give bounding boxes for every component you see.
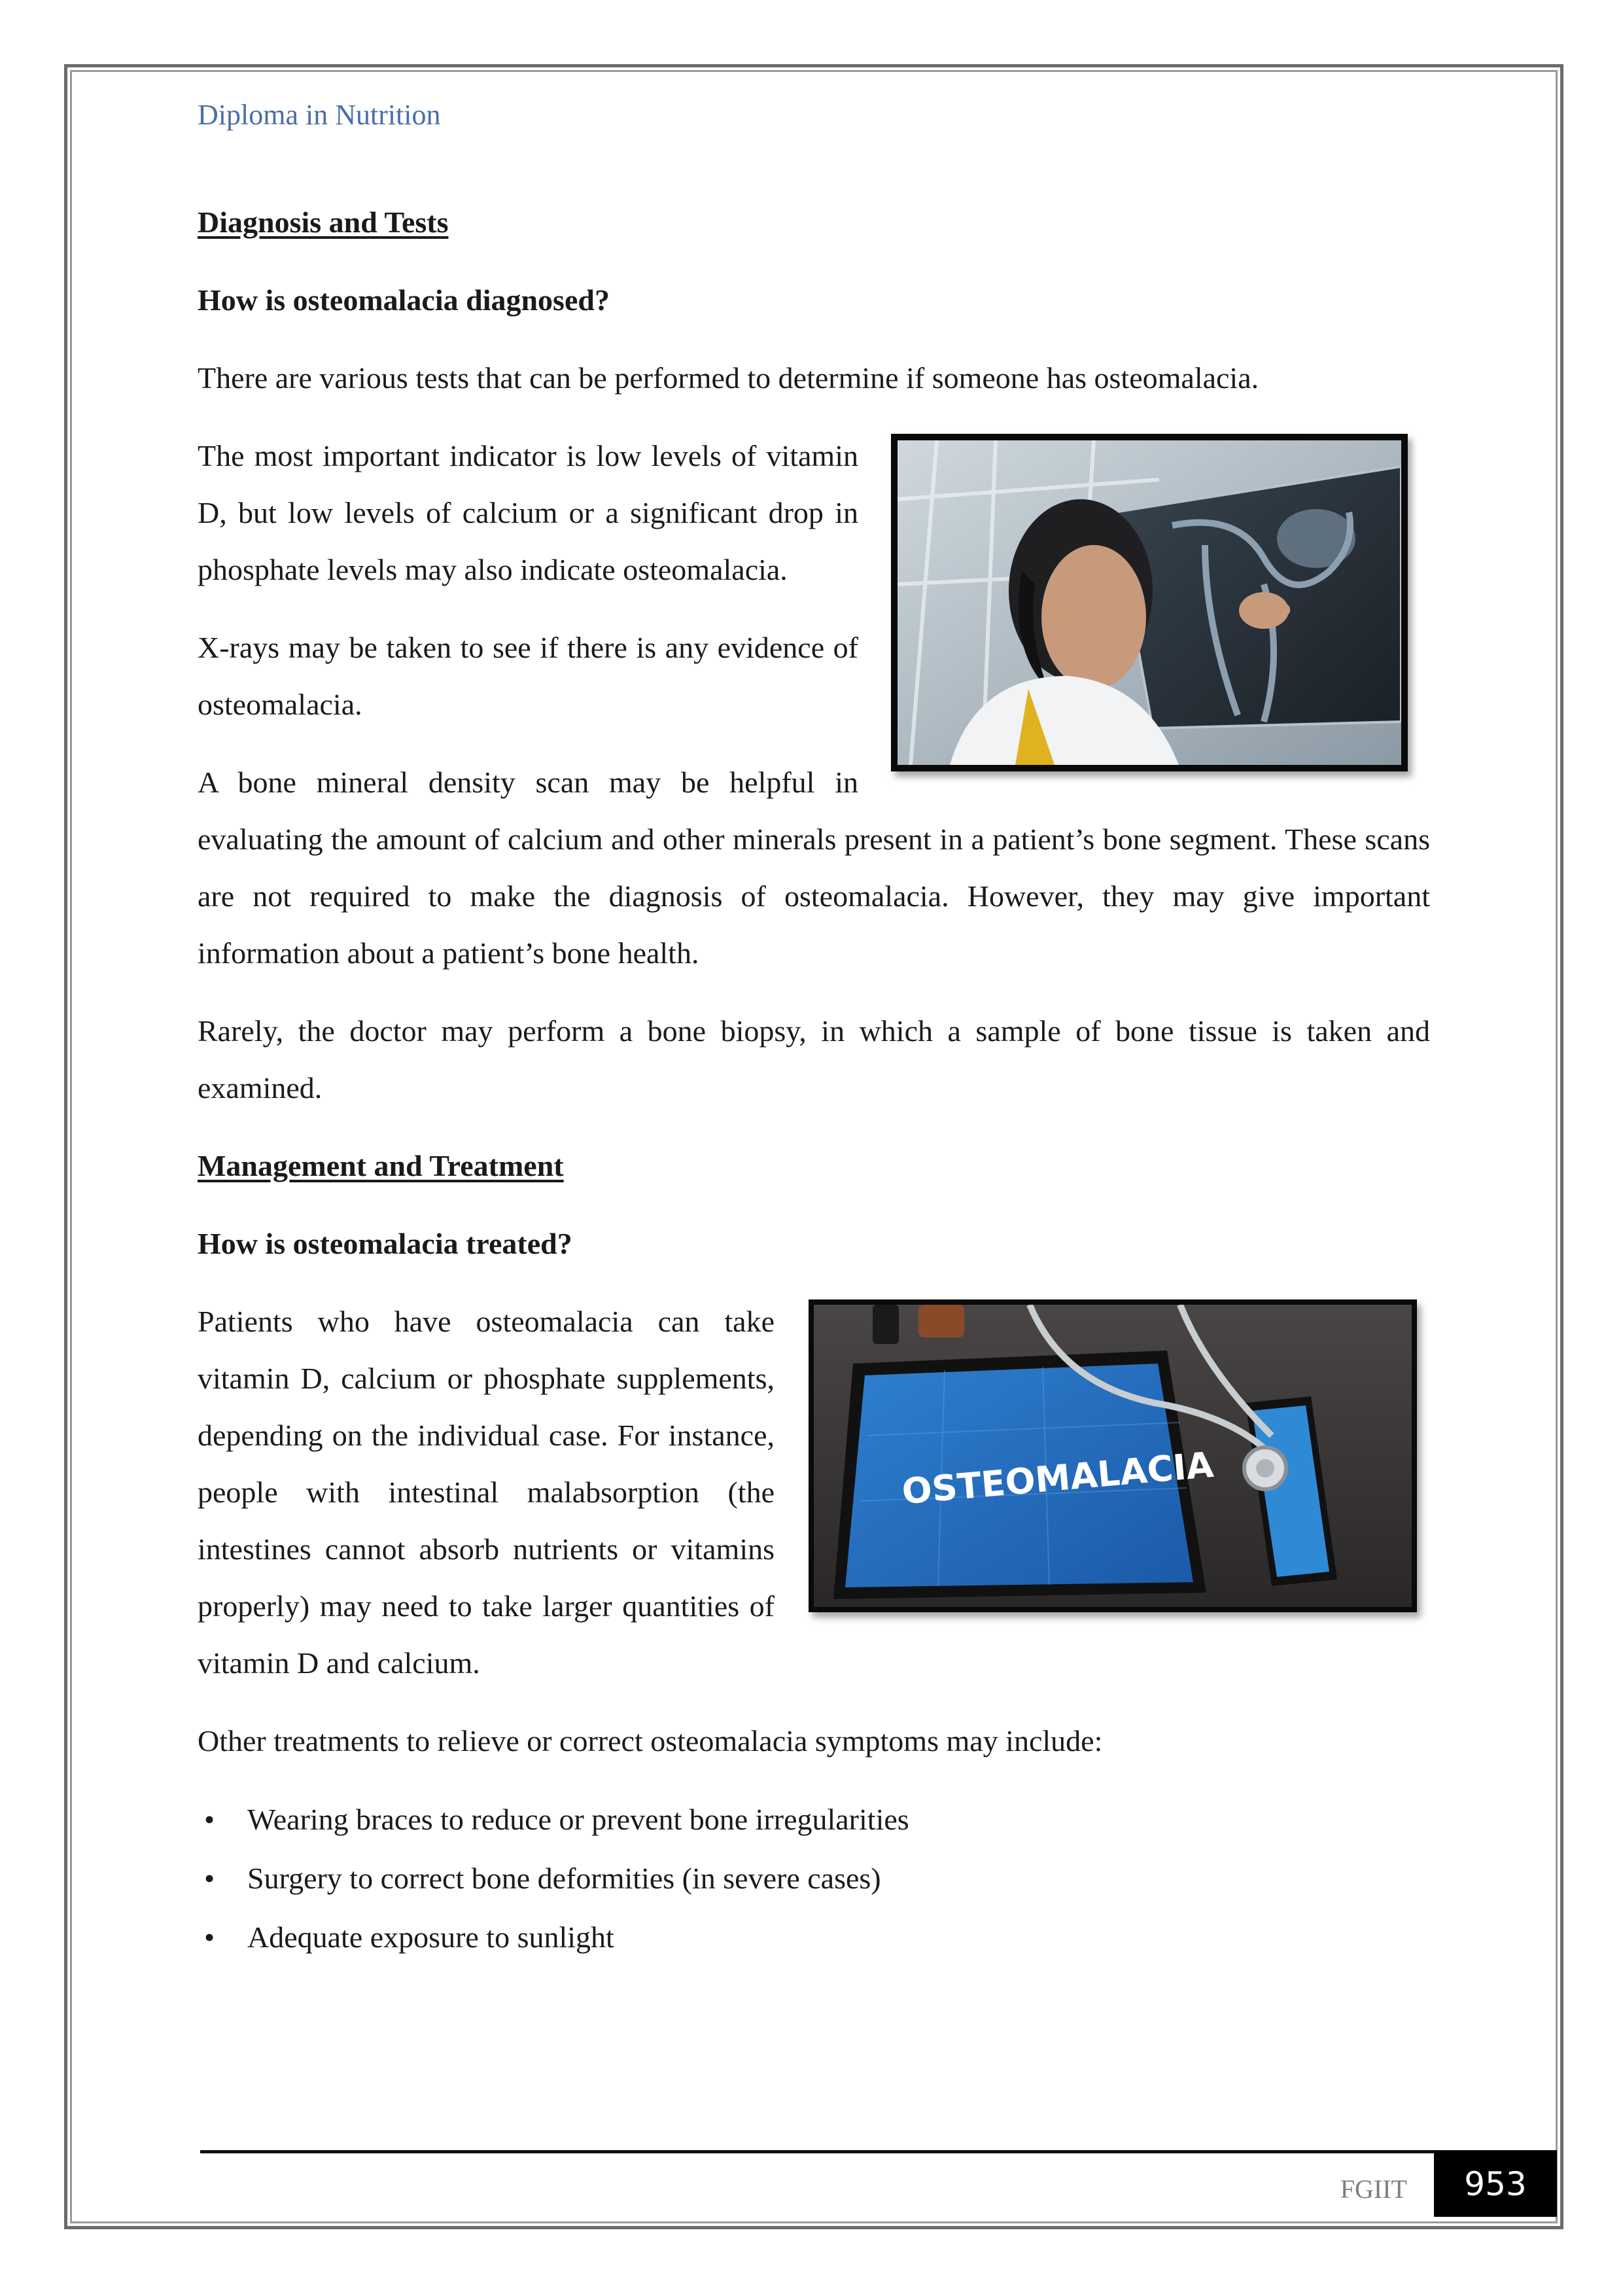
list-item: • Adequate exposure to sunlight — [198, 1908, 1430, 1967]
diagnosis-paragraph-2: The most important indicator is low levels of vitamin D, but low levels of calcium or a significant drop in phosphate levels may also indicate osteomalacia. — [198, 439, 858, 586]
page-number: 953 — [1434, 2151, 1557, 2217]
xray-doctor-image — [891, 434, 1408, 771]
footer-label: FGIIT — [1340, 2174, 1407, 2204]
management-heading: Management and Treatment — [198, 1149, 564, 1182]
bullet-icon: • — [204, 1803, 215, 1836]
management-question: How is osteomalacia treated? — [198, 1227, 572, 1260]
list-item: • Surgery to correct bone deformities (in severe cases) — [198, 1849, 1430, 1908]
management-paragraph-2: Other treatments to relieve or correct osteomalacia symptoms may include: — [198, 1724, 1103, 1757]
header-title: Diploma in Nutrition — [198, 99, 441, 131]
diagnosis-heading: Diagnosis and Tests — [198, 205, 449, 239]
management-paragraph-1: Patients who have osteomalacia can take vitamin D, calcium or phosphate supplements, depending on the individual case. For instance, people with intestinal malabsorption (the intestines cannot absorb nutrients or vitamins properly) may need to take larger quantities of vitamin D and calcium. — [198, 1305, 775, 1680]
list-item: • Wearing braces to reduce or prevent bone irregularities — [198, 1790, 1430, 1849]
page-content — [198, 194, 1430, 1967]
bullet-icon: • — [204, 1920, 215, 1954]
diagnosis-paragraph-3: X-rays may be taken to see if there is any evidence of osteomalacia. — [198, 631, 858, 721]
footer-rule — [200, 2150, 1557, 2153]
osteomalacia-tablet-image — [809, 1299, 1417, 1612]
treatment-list — [198, 1790, 1430, 1967]
diagnosis-paragraph-4: A bone mineral density scan may be helpful in evaluating the amount of calcium and other minerals present in a patient’s bone segment. These scans are not required to make the diagnosis of osteomalacia. However, they may give important information about a patient’s bone health. — [198, 766, 1430, 970]
diagnosis-question: How is osteomalacia diagnosed? — [198, 283, 610, 317]
tablet-screen-text: OSTEOMALACIA — [900, 1443, 1215, 1513]
tablet-illustration — [814, 1305, 1412, 1607]
diagnosis-paragraph-5: Rarely, the doctor may perform a bone biopsy, in which a sample of bone tissue is taken and examined. — [198, 1014, 1430, 1104]
bullet-icon: • — [204, 1862, 215, 1895]
diagnosis-paragraph-1: There are various tests that can be performed to determine if someone has osteomalacia. — [198, 361, 1259, 395]
xray-illustration — [898, 440, 1401, 765]
